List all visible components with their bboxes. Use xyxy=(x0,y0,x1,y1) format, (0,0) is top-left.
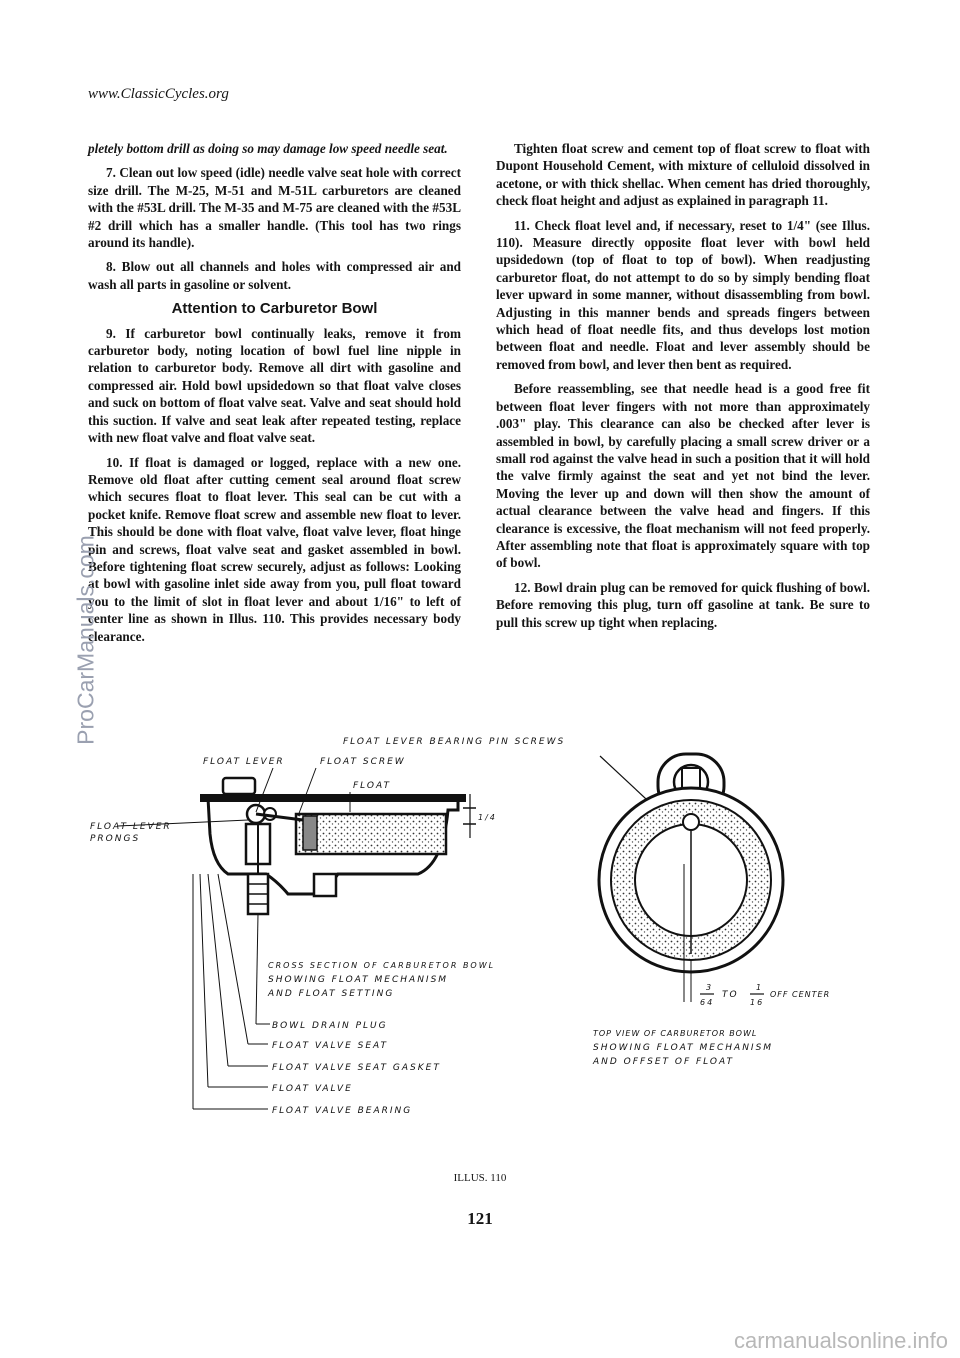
page-number: 121 xyxy=(467,1209,493,1228)
label-cross-section-3: AND FLOAT SETTING xyxy=(268,989,395,999)
site-url: www.ClassicCycles.org xyxy=(88,86,229,102)
label-float-valve-seat-gasket: FLOAT VALVE SEAT GASKET xyxy=(272,1063,441,1073)
label-top-view-1: TOP VIEW OF CARBURETOR BOWL xyxy=(593,1029,758,1038)
drain-plug xyxy=(314,874,336,896)
left-column xyxy=(88,140,461,652)
figure-caption: ILLUS. 110 xyxy=(453,1172,507,1184)
label-cross-section-2: SHOWING FLOAT MECHANISM xyxy=(268,975,449,985)
paragraph-continued: pletely bottom drill as doing so may damage low speed needle seat. xyxy=(88,141,448,156)
paragraph-7: 7. Clean out low speed (idle) needle valve seat hole with correct size drill. The M-25, M-51 and M-51L carburetors are cleaned with the #53L drill. The M-35 and M-75 are cleaned with the #53L #2 drill which has a smaller handle. (This tool has two rings around its handle). xyxy=(88,165,461,251)
illustration-110 xyxy=(88,724,878,1164)
watermark-text: ProCarManuals.com xyxy=(72,535,99,745)
offset-to: TO xyxy=(722,990,739,1000)
label-bowl-drain-plug: BOWL DRAIN PLUG xyxy=(272,1021,388,1031)
label-float-lever: FLOAT LEVER xyxy=(203,757,285,767)
paragraph-10: 10. If float is damaged or logged, replace with a new one. Remove old float after cutting cement seal around float screw which secures float to float lever. This seal can be cut with a pocket knife. Remove float screw and assemble new float to lever. This should be done with float valve, float valve lever, float hinge pin and screws, float valve seat and gasket assembled in bowl. Before tightening float screw securely, adjust as follows: Looking at bowl with gasoline inlet side away from you, pull float toward you to the limit of slot in float lever and about 1/16" to left of center line as shown in Illus. 110. This provides necessary body clearance. xyxy=(88,454,461,644)
label-prongs-2: PRONGS xyxy=(90,834,141,844)
label-top-view-3: AND OFFSET OF FLOAT xyxy=(593,1057,734,1067)
offset-numerator-a: 3 xyxy=(706,983,714,992)
label-cross-section-1: CROSS SECTION OF CARBURETOR BOWL xyxy=(268,961,496,970)
label-bearing-pin-screws: FLOAT LEVER BEARING PIN SCREWS xyxy=(343,737,566,747)
label-float-valve: FLOAT VALVE xyxy=(272,1084,353,1094)
paragraph-11: 11. Check float level and, if necessary, reset to 1/4" (see Illus. 110). Measure directly opposite float lever with bowl held upsidedown (top of float to top of bowl). When readjusting carburetor float, do not attempt to do so by simply bending float lever upward in some manner, without disassembling from bowl. Adjusting in this manner bends and spreads fingers between which head of float needle fits, and thus develops lost motion between float and needle. Float and lever assembly should be removed from bowl, and lever then bent as required. xyxy=(496,217,870,372)
top-view xyxy=(592,754,830,1067)
offset-denominator-b: 16 xyxy=(750,998,765,1007)
float-screw xyxy=(303,816,317,850)
cap-nut xyxy=(223,778,255,794)
paragraph-8: 8. Blow out all channels and holes with compressed air and wash all parts in gasoline or solvent. xyxy=(88,259,461,292)
offset-denominator-a: 64 xyxy=(700,998,715,1007)
footer-watermark: carmanualsonline.info xyxy=(733,1328,948,1353)
paragraph-11-continued: Before reassembling, see that needle head is a good free fit between float lever fingers with not more than approximately .003" play. This clearance can also be checked after lever is assembled in bowl, by carefully placing a small screw driver or a small rod against the valve head in such a position that it will hold the valve firmly against the seat and yet not bind the lever. Moving the lever up and down will then show the amount of actual clearance between the valve head and fingers. If this clearance is excessive, the float mechanism will not feed properly. After assembling note that float is approximately square with top of bowl. xyxy=(496,381,870,571)
cross-section-view xyxy=(90,757,497,1116)
label-float-valve-seat: FLOAT VALVE SEAT xyxy=(272,1041,389,1051)
label-top-view-2: SHOWING FLOAT MECHANISM xyxy=(593,1043,774,1053)
offset-center: OFF CENTER xyxy=(770,990,831,999)
label-level-dim: 1/4 xyxy=(478,813,497,822)
right-column xyxy=(496,140,870,638)
paragraph-12: 12. Bowl drain plug can be removed for quick flushing of bowl. Before removing this plug, turn off gasoline at tank. Be sure to pull this screw up tight when replacing. xyxy=(496,579,870,630)
float-body xyxy=(296,814,446,854)
paragraph-9: 9. If carburetor bowl continually leaks, remove it from carburetor body, noting location of bowl fuel line nipple in relation to carburetor body. Remove all dirt with gasoline and compressed air. Hold bowl upsidedown so that float valve closes and suck on bottom of float valve seat. Valve and seat should hold this suction. If valve and seat leak after repeated testing, replace with new float valve and float valve seat. xyxy=(88,325,461,446)
section-heading: Attention to Carburetor Bowl xyxy=(171,300,378,318)
offset-numerator-b: 1 xyxy=(756,983,764,992)
label-prongs-1: FLOAT LEVER xyxy=(90,822,172,832)
carburetor-bowl-diagram xyxy=(88,724,878,1164)
label-float-valve-bearing: FLOAT VALVE BEARING xyxy=(272,1106,413,1116)
label-float: FLOAT xyxy=(353,781,391,791)
paragraph-10-continued: Tighten float screw and cement top of float screw to float with Dupont Household Cement, with mixture of celluloid dissolved in acetone, or with thick shellac. When cement has dried thoroughly, check float height and adjust as explained in paragraph 11. xyxy=(496,141,870,209)
label-float-screw: FLOAT SCREW xyxy=(320,757,406,767)
